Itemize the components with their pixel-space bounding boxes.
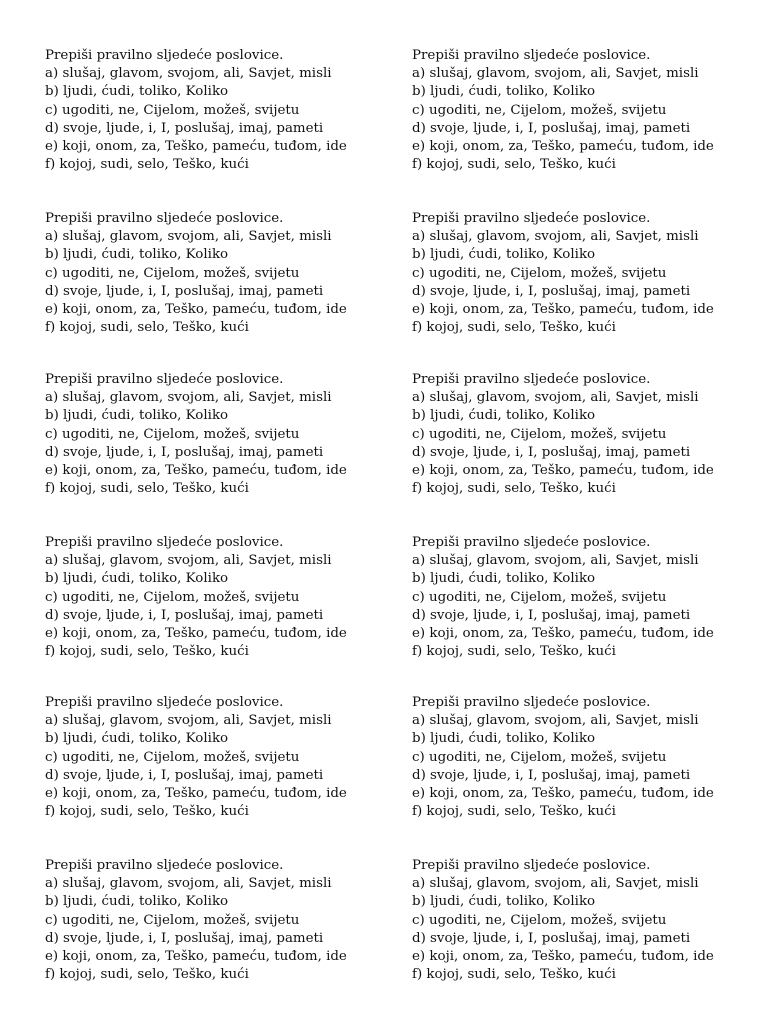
proverb-line-c: c) ugoditi, ne, Cijelom, možeš, svijetu (412, 589, 667, 605)
proverb-line-e: e) koji, onom, za, Teško, pameću, tuđom, ide (412, 625, 714, 641)
exercise-instruction: Prepiši pravilno sljedeće poslovice. (412, 858, 651, 873)
proverb-line-d: d) svoje, ljude, i, I, poslušaj, imaj, pameti (45, 120, 324, 136)
proverb-line-b: b) ljudi, ćudi, toliko, Koliko (45, 84, 229, 100)
proverb-line-b: b) ljudi, ćudi, toliko, Koliko (412, 247, 596, 263)
proverb-line-c: c) ugoditi, ne, Cijelom, možeš, svijetu (412, 265, 667, 281)
proverb-line-c: c) ugoditi, ne, Cijelom, možeš, svijetu (412, 749, 667, 765)
proverb-exercise-block (412, 47, 767, 174)
exercise-instruction: Prepiši pravilno sljedeće poslovice. (412, 695, 651, 710)
proverb-line-d: d) svoje, ljude, i, I, poslušaj, imaj, pameti (412, 444, 691, 460)
proverb-line-f: f) kojoj, sudi, selo, Teško, kući (412, 320, 616, 336)
proverb-exercise-block (45, 371, 400, 498)
exercise-instruction: Prepiši pravilno sljedeće poslovice. (45, 858, 284, 873)
proverb-line-b: b) ljudi, ćudi, toliko, Koliko (45, 571, 229, 587)
proverb-line-b: b) ljudi, ćudi, toliko, Koliko (45, 731, 229, 747)
proverb-exercise-block (412, 371, 767, 498)
proverb-exercise-block (412, 534, 767, 661)
proverb-line-c: c) ugoditi, ne, Cijelom, možeš, svijetu (412, 912, 667, 928)
proverb-line-f: f) kojoj, sudi, selo, Teško, kući (412, 967, 616, 983)
proverb-line-f: f) kojoj, sudi, selo, Teško, kući (45, 644, 249, 660)
proverb-exercise-block (412, 857, 767, 984)
proverb-line-e: e) koji, onom, za, Teško, pameću, tuđom, ide (45, 301, 347, 317)
proverb-exercise-block (45, 694, 400, 821)
proverb-line-d: d) svoje, ljude, i, I, poslušaj, imaj, pameti (45, 444, 324, 460)
proverb-line-b: b) ljudi, ćudi, toliko, Koliko (45, 247, 229, 263)
proverb-line-f: f) kojoj, sudi, selo, Teško, kući (45, 967, 249, 983)
proverb-line-a: a) slušaj, glavom, svojom, ali, Savjet, misli (412, 66, 699, 82)
proverb-line-a: a) slušaj, glavom, svojom, ali, Savjet, misli (412, 229, 699, 245)
proverb-line-e: e) koji, onom, za, Teško, pameću, tuđom, ide (45, 785, 347, 801)
proverb-line-b: b) ljudi, ćudi, toliko, Koliko (412, 731, 596, 747)
proverb-line-d: d) svoje, ljude, i, I, poslušaj, imaj, pameti (412, 283, 691, 299)
proverb-line-e: e) koji, onom, za, Teško, pameću, tuđom, ide (412, 301, 714, 317)
exercise-instruction: Prepiši pravilno sljedeće poslovice. (45, 372, 284, 387)
proverb-line-a: a) slušaj, glavom, svojom, ali, Savjet, misli (412, 876, 699, 892)
proverb-line-c: c) ugoditi, ne, Cijelom, možeš, svijetu (45, 912, 300, 928)
proverb-line-d: d) svoje, ljude, i, I, poslušaj, imaj, pameti (45, 607, 324, 623)
proverb-line-f: f) kojoj, sudi, selo, Teško, kući (45, 157, 249, 173)
proverb-exercise-block (45, 534, 400, 661)
proverb-line-b: b) ljudi, ćudi, toliko, Koliko (45, 408, 229, 424)
proverb-line-b: b) ljudi, ćudi, toliko, Koliko (412, 571, 596, 587)
proverb-line-d: d) svoje, ljude, i, I, poslušaj, imaj, pameti (412, 930, 691, 946)
exercise-instruction: Prepiši pravilno sljedeće poslovice. (412, 48, 651, 63)
proverb-line-e: e) koji, onom, za, Teško, pameću, tuđom, ide (45, 625, 347, 641)
proverb-line-c: c) ugoditi, ne, Cijelom, možeš, svijetu (412, 426, 667, 442)
proverb-line-c: c) ugoditi, ne, Cijelom, možeš, svijetu (45, 265, 300, 281)
proverb-line-d: d) svoje, ljude, i, I, poslušaj, imaj, pameti (412, 120, 691, 136)
proverb-line-b: b) ljudi, ćudi, toliko, Koliko (412, 84, 596, 100)
proverb-line-c: c) ugoditi, ne, Cijelom, možeš, svijetu (45, 426, 300, 442)
proverb-line-e: e) koji, onom, za, Teško, pameću, tuđom, ide (45, 462, 347, 478)
proverb-line-c: c) ugoditi, ne, Cijelom, možeš, svijetu (412, 102, 667, 118)
proverb-exercise-block (412, 210, 767, 337)
proverb-line-a: a) slušaj, glavom, svojom, ali, Savjet, misli (412, 390, 699, 406)
proverb-line-d: d) svoje, ljude, i, I, poslušaj, imaj, pameti (412, 767, 691, 783)
proverb-line-f: f) kojoj, sudi, selo, Teško, kući (412, 644, 616, 660)
proverb-line-e: e) koji, onom, za, Teško, pameću, tuđom, ide (45, 948, 347, 964)
proverb-line-c: c) ugoditi, ne, Cijelom, možeš, svijetu (45, 102, 300, 118)
proverb-line-e: e) koji, onom, za, Teško, pameću, tuđom, ide (412, 948, 714, 964)
proverb-line-b: b) ljudi, ćudi, toliko, Koliko (412, 408, 596, 424)
proverb-exercise-block (45, 210, 400, 337)
proverb-line-e: e) koji, onom, za, Teško, pameću, tuđom, ide (412, 138, 714, 154)
exercise-instruction: Prepiši pravilno sljedeće poslovice. (45, 48, 284, 63)
proverb-line-f: f) kojoj, sudi, selo, Teško, kući (412, 481, 616, 497)
proverb-line-a: a) slušaj, glavom, svojom, ali, Savjet, misli (45, 229, 332, 245)
proverb-line-d: d) svoje, ljude, i, I, poslušaj, imaj, pameti (412, 607, 691, 623)
exercise-instruction: Prepiši pravilno sljedeće poslovice. (412, 372, 651, 387)
proverb-line-f: f) kojoj, sudi, selo, Teško, kući (45, 804, 249, 820)
proverb-exercise-block (45, 47, 400, 174)
proverb-line-c: c) ugoditi, ne, Cijelom, možeš, svijetu (45, 589, 300, 605)
proverb-line-a: a) slušaj, glavom, svojom, ali, Savjet, misli (412, 553, 699, 569)
proverb-line-a: a) slušaj, glavom, svojom, ali, Savjet, misli (412, 713, 699, 729)
proverb-line-e: e) koji, onom, za, Teško, pameću, tuđom, ide (45, 138, 347, 154)
proverb-line-c: c) ugoditi, ne, Cijelom, možeš, svijetu (45, 749, 300, 765)
proverb-line-d: d) svoje, ljude, i, I, poslušaj, imaj, pameti (45, 283, 324, 299)
proverb-line-a: a) slušaj, glavom, svojom, ali, Savjet, misli (45, 876, 332, 892)
proverb-line-f: f) kojoj, sudi, selo, Teško, kući (412, 804, 616, 820)
proverb-exercise-block (412, 694, 767, 821)
proverb-line-e: e) koji, onom, za, Teško, pameću, tuđom, ide (412, 462, 714, 478)
proverb-line-f: f) kojoj, sudi, selo, Teško, kući (45, 320, 249, 336)
proverb-line-b: b) ljudi, ćudi, toliko, Koliko (412, 894, 596, 910)
proverb-line-a: a) slušaj, glavom, svojom, ali, Savjet, misli (45, 66, 332, 82)
proverb-exercise-block (45, 857, 400, 984)
proverb-line-a: a) slušaj, glavom, svojom, ali, Savjet, misli (45, 553, 332, 569)
exercise-instruction: Prepiši pravilno sljedeće poslovice. (45, 535, 284, 550)
exercise-instruction: Prepiši pravilno sljedeće poslovice. (45, 695, 284, 710)
exercise-instruction: Prepiši pravilno sljedeće poslovice. (412, 535, 651, 550)
exercise-instruction: Prepiši pravilno sljedeće poslovice. (45, 211, 284, 226)
exercise-instruction: Prepiši pravilno sljedeće poslovice. (412, 211, 651, 226)
proverb-line-e: e) koji, onom, za, Teško, pameću, tuđom, ide (412, 785, 714, 801)
proverb-line-b: b) ljudi, ćudi, toliko, Koliko (45, 894, 229, 910)
proverb-line-a: a) slušaj, glavom, svojom, ali, Savjet, misli (45, 713, 332, 729)
proverb-line-f: f) kojoj, sudi, selo, Teško, kući (45, 481, 249, 497)
proverb-line-f: f) kojoj, sudi, selo, Teško, kući (412, 157, 616, 173)
proverb-line-a: a) slušaj, glavom, svojom, ali, Savjet, misli (45, 390, 332, 406)
proverb-line-d: d) svoje, ljude, i, I, poslušaj, imaj, pameti (45, 930, 324, 946)
proverb-line-d: d) svoje, ljude, i, I, poslušaj, imaj, pameti (45, 767, 324, 783)
